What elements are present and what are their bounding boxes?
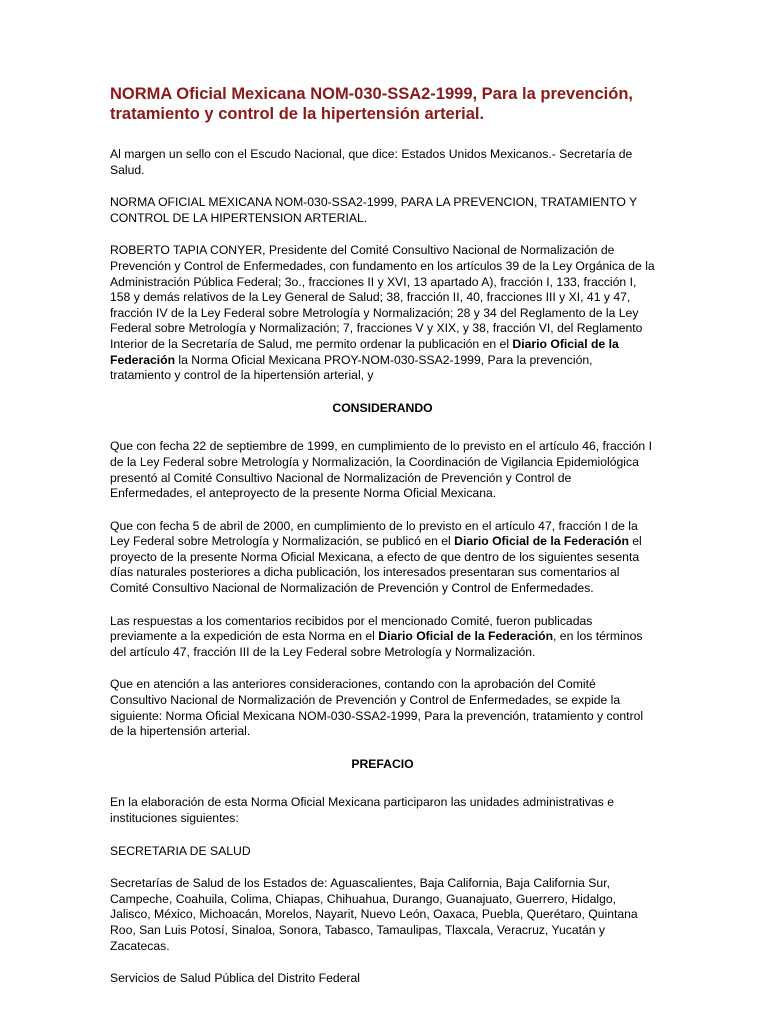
paragraph-secretaria: SECRETARIA DE SALUD — [110, 843, 251, 858]
bold-publication-name: Diario Oficial de la Federación — [378, 629, 554, 644]
paragraph-considerando-2 — [110, 519, 655, 597]
section-heading-prefacio: PREFACIO — [351, 756, 414, 771]
section-heading-considerando: CONSIDERANDO — [332, 400, 433, 415]
paragraph-norm-name: NORMA OFICIAL MEXICANA NOM-030-SSA2-1999, PARA LA PREVENCION, TRATAMIENTO Y CONTROL DE LA HIPERTENSION ARTERIAL. — [110, 195, 637, 225]
document-title: NORMA Oficial Mexicana NOM-030-SSA2-1999, Para la prevención, tratamiento y control de la hipertensión arterial. — [110, 85, 633, 123]
paragraph-considerando-4: Que en atención a las anteriores consideraciones, contando con la aprobación del Comité Consultivo Nacional de Normalización de Prevención y Control de Enfermedades, se expide la siguiente: Norma Oficial Mexicana NOM-030-SSA2-1999, Para la prevención, tratamiento y control de la hipertensión arterial. — [110, 677, 644, 739]
paragraph-considerando-3 — [110, 614, 655, 661]
text-segment: el proyecto de la presente Norma Oficial Mexicana, a efecto de que dentro de los siguientes sesenta días naturales posteriores a dicha publicación, los interesados presentaran sus comentarios al Comité Consultivo Nacional de Normalización de Prevención y Control de Enfermedades. — [110, 534, 642, 596]
text-segment: ROBERTO TAPIA CONYER, Presidente del Comité Consultivo Nacional de Normalización de Prevención y Control de Enfermedades, con fundamento en los artículos 39 de la Ley Orgánica de la Administración Pública Federal; 3o., fracciones II y XVI, 13 apartado A), fracción I, 133, fracción I, 158 y demás relativos de la Ley General de Salud; 38, fracción II, 40, fracciones III y XI, 41 y 47, fracción IV de la Ley Federal sobre Metrología y Normalización; 28 y 34 del Reglamento de la Ley Federal sobre Metrología y Normalización; 7, fracciones V y XIX, y 38, fracción VI, del Reglamento Interior de la Secretaría de Salud, me permito ordenar la publicación en el — [110, 243, 655, 351]
text-segment: la Norma Oficial Mexicana PROY-NOM-030-SSA2-1999, Para la prevención, tratamiento y control de la hipertensión arterial, y — [110, 352, 593, 383]
paragraph-preamble — [110, 243, 655, 383]
paragraph-state-secretariats: Secretarías de Salud de los Estados de: Aguascalientes, Baja California, Baja California Sur, Campeche, Coahuila, Colima, Chiapas, Chihuahua, Durango, Guanajuato, Guerrero, Hidalgo, Jalisco, México, Michoacán, Morelos, Nayarit, Nuevo León, Oaxaca, Puebla, Querétaro, Quintana Roo, San Luis Potosí, Sinaloa, Sonora, Tabasco, Tamaulipas, Tlaxcala, Veracruz, Yucatán y Zacatecas. — [110, 876, 638, 953]
paragraph-seal: Al margen un sello con el Escudo Nacional, que dice: Estados Unidos Mexicanos.- Secretaría de Salud. — [110, 147, 633, 177]
paragraph-df-services: Servicios de Salud Pública del Distrito Federal — [110, 971, 360, 986]
bold-publication-name: Diario Oficial de la Federación — [110, 336, 619, 367]
document-page — [110, 84, 655, 1004]
paragraph-prefacio-intro: En la elaboración de esta Norma Oficial Mexicana participaron las unidades administrativas e instituciones siguientes: — [110, 795, 615, 825]
text-segment: Que con fecha 5 de abril de 2000, en cumplimiento de lo previsto en el artículo 47, fracción I de la Ley Federal sobre Metrología y Normalización, se publicó en el — [110, 518, 638, 549]
bold-publication-name: Diario Oficial de la Federación — [454, 534, 629, 549]
paragraph-considerando-1: Que con fecha 22 de septiembre de 1999, en cumplimiento de lo previsto en el artículo 46, fracción I de la Ley Federal sobre Metrología y Normalización, la Coordinación de Vigilancia Epidemiológica presentó al Comité Consultivo Nacional de Normalización de Prevención y Control de Enfermedades, el anteproyecto de la presente Norma Oficial Mexicana. — [110, 439, 652, 501]
text-segment: Las respuestas a los comentarios recibidos por el mencionado Comité, fueron publicadas previamente a la expedición de esta Norma en el — [110, 613, 593, 644]
text-segment: , en los términos del artículo 47, fracción III de la Ley Federal sobre Metrología y Normalización. — [110, 629, 643, 659]
